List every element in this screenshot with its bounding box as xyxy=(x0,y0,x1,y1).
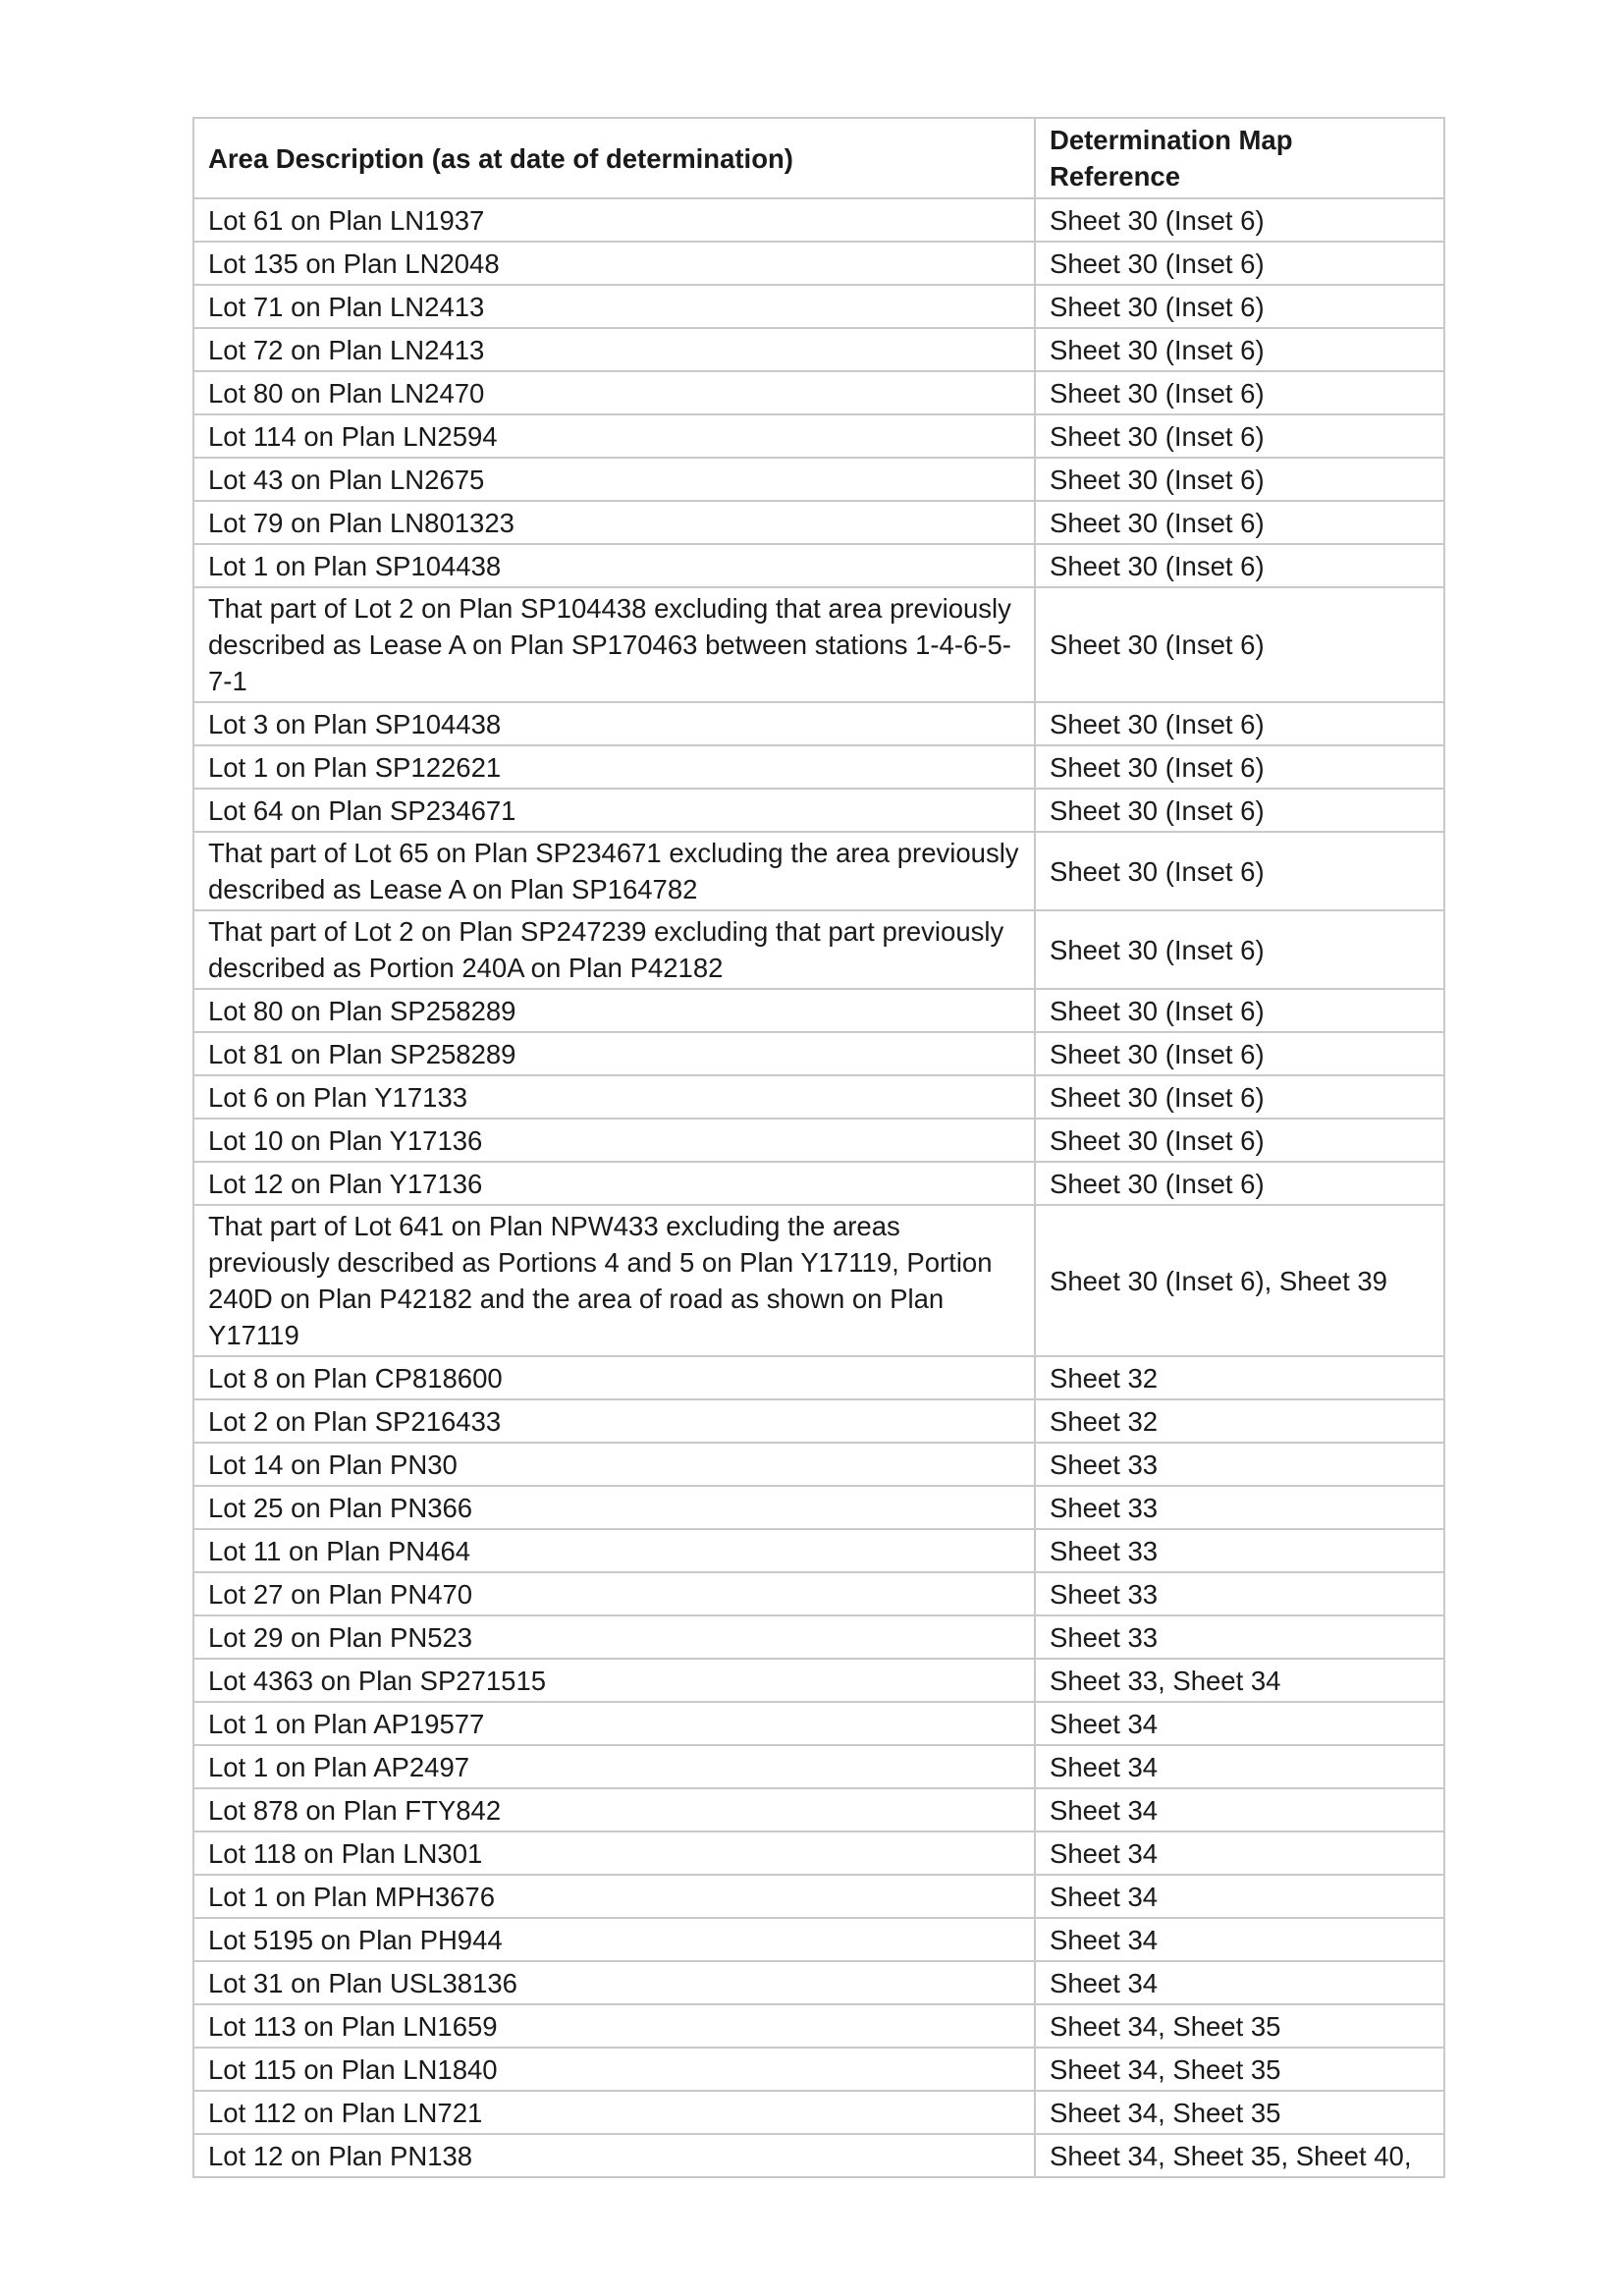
table-row xyxy=(193,1615,1444,1659)
area-description-cell: Lot 8 on Plan CP818600 xyxy=(193,1356,1035,1399)
header-map-reference: Determination Map Reference xyxy=(1035,118,1444,198)
map-reference-cell: Sheet 30 (Inset 6) xyxy=(1035,1162,1444,1205)
table-header-row xyxy=(193,118,1444,198)
area-description-cell: That part of Lot 2 on Plan SP104438 excluding that area previously described as Lease A on Plan SP170463 between stations 1-4-6-5-7-1 xyxy=(193,587,1035,702)
table-row xyxy=(193,1032,1444,1075)
area-description-cell: Lot 135 on Plan LN2048 xyxy=(193,242,1035,285)
table-row xyxy=(193,198,1444,242)
area-description-cell: Lot 878 on Plan FTY842 xyxy=(193,1788,1035,1831)
table-row xyxy=(193,2134,1444,2177)
area-description-cell: Lot 12 on Plan PN138 xyxy=(193,2134,1035,2177)
area-description-cell: Lot 31 on Plan USL38136 xyxy=(193,1961,1035,2004)
map-reference-cell: Sheet 33, Sheet 34 xyxy=(1035,1659,1444,1702)
table-row xyxy=(193,1443,1444,1486)
area-description-cell: Lot 112 on Plan LN721 xyxy=(193,2091,1035,2134)
area-description-cell: Lot 79 on Plan LN801323 xyxy=(193,501,1035,544)
table-row xyxy=(193,702,1444,745)
table-row xyxy=(193,328,1444,371)
map-reference-cell: Sheet 34 xyxy=(1035,1961,1444,2004)
map-reference-cell: Sheet 30 (Inset 6) xyxy=(1035,702,1444,745)
area-description-cell: Lot 1 on Plan AP2497 xyxy=(193,1745,1035,1788)
area-description-cell: Lot 1 on Plan AP19577 xyxy=(193,1702,1035,1745)
area-description-cell: That part of Lot 2 on Plan SP247239 excluding that part previously described as Portion 240A on Plan P42182 xyxy=(193,910,1035,989)
table-row xyxy=(193,1205,1444,1356)
map-reference-cell: Sheet 30 (Inset 6) xyxy=(1035,832,1444,910)
area-description-cell: Lot 25 on Plan PN366 xyxy=(193,1486,1035,1529)
table-body xyxy=(193,198,1444,2177)
area-description-cell: Lot 3 on Plan SP104438 xyxy=(193,702,1035,745)
map-reference-cell: Sheet 34, Sheet 35 xyxy=(1035,2004,1444,2048)
table-row xyxy=(193,501,1444,544)
table-row xyxy=(193,1399,1444,1443)
map-reference-cell: Sheet 30 (Inset 6) xyxy=(1035,371,1444,414)
table-row xyxy=(193,587,1444,702)
table-row xyxy=(193,1918,1444,1961)
table-row xyxy=(193,1119,1444,1162)
area-description-cell: Lot 10 on Plan Y17136 xyxy=(193,1119,1035,1162)
map-reference-cell: Sheet 30 (Inset 6), Sheet 39 xyxy=(1035,1205,1444,1356)
area-description-cell: Lot 43 on Plan LN2675 xyxy=(193,458,1035,501)
map-reference-cell: Sheet 33 xyxy=(1035,1615,1444,1659)
area-description-table xyxy=(192,117,1445,2178)
area-description-cell: Lot 27 on Plan PN470 xyxy=(193,1572,1035,1615)
table-row xyxy=(193,1659,1444,1702)
table-row xyxy=(193,1075,1444,1119)
area-description-cell: Lot 11 on Plan PN464 xyxy=(193,1529,1035,1572)
table-row xyxy=(193,2004,1444,2048)
map-reference-cell: Sheet 33 xyxy=(1035,1529,1444,1572)
table-row xyxy=(193,371,1444,414)
area-description-cell: Lot 12 on Plan Y17136 xyxy=(193,1162,1035,1205)
table-row xyxy=(193,414,1444,458)
area-description-cell: Lot 1 on Plan MPH3676 xyxy=(193,1875,1035,1918)
area-description-cell: Lot 6 on Plan Y17133 xyxy=(193,1075,1035,1119)
area-description-cell: Lot 2 on Plan SP216433 xyxy=(193,1399,1035,1443)
area-description-cell: Lot 1 on Plan SP104438 xyxy=(193,544,1035,587)
map-reference-cell: Sheet 33 xyxy=(1035,1443,1444,1486)
table-row xyxy=(193,1529,1444,1572)
map-reference-cell: Sheet 30 (Inset 6) xyxy=(1035,910,1444,989)
area-description-cell: Lot 1 on Plan SP122621 xyxy=(193,745,1035,789)
area-description-cell: Lot 64 on Plan SP234671 xyxy=(193,789,1035,832)
map-reference-cell: Sheet 30 (Inset 6) xyxy=(1035,285,1444,328)
table-row xyxy=(193,285,1444,328)
table-row xyxy=(193,789,1444,832)
table-row xyxy=(193,989,1444,1032)
area-description-cell: Lot 81 on Plan SP258289 xyxy=(193,1032,1035,1075)
area-description-cell: Lot 4363 on Plan SP271515 xyxy=(193,1659,1035,1702)
area-description-cell: Lot 61 on Plan LN1937 xyxy=(193,198,1035,242)
area-description-cell: Lot 115 on Plan LN1840 xyxy=(193,2048,1035,2091)
table-row xyxy=(193,1486,1444,1529)
map-reference-cell: Sheet 30 (Inset 6) xyxy=(1035,458,1444,501)
area-description-cell: Lot 80 on Plan SP258289 xyxy=(193,989,1035,1032)
table-row xyxy=(193,544,1444,587)
map-reference-cell: Sheet 30 (Inset 6) xyxy=(1035,414,1444,458)
area-description-cell: Lot 14 on Plan PN30 xyxy=(193,1443,1035,1486)
map-reference-cell: Sheet 34 xyxy=(1035,1918,1444,1961)
table-row xyxy=(193,1745,1444,1788)
map-reference-cell: Sheet 34, Sheet 35, Sheet 40, xyxy=(1035,2134,1444,2177)
map-reference-cell: Sheet 34 xyxy=(1035,1831,1444,1875)
map-reference-cell: Sheet 34 xyxy=(1035,1702,1444,1745)
table-row xyxy=(193,1788,1444,1831)
map-reference-cell: Sheet 30 (Inset 6) xyxy=(1035,242,1444,285)
map-reference-cell: Sheet 33 xyxy=(1035,1572,1444,1615)
area-description-cell: Lot 118 on Plan LN301 xyxy=(193,1831,1035,1875)
area-description-cell: Lot 71 on Plan LN2413 xyxy=(193,285,1035,328)
table-row xyxy=(193,910,1444,989)
table-row xyxy=(193,1961,1444,2004)
area-description-cell: That part of Lot 641 on Plan NPW433 excluding the areas previously described as Portions 4 and 5 on Plan Y17119, Portion 240D on Plan P42182 and the area of road as shown on Plan Y17119 xyxy=(193,1205,1035,1356)
map-reference-cell: Sheet 30 (Inset 6) xyxy=(1035,789,1444,832)
area-description-cell: Lot 114 on Plan LN2594 xyxy=(193,414,1035,458)
table-row xyxy=(193,242,1444,285)
map-reference-cell: Sheet 30 (Inset 6) xyxy=(1035,1075,1444,1119)
area-description-cell: Lot 72 on Plan LN2413 xyxy=(193,328,1035,371)
map-reference-cell: Sheet 30 (Inset 6) xyxy=(1035,501,1444,544)
map-reference-cell: Sheet 32 xyxy=(1035,1356,1444,1399)
map-reference-cell: Sheet 30 (Inset 6) xyxy=(1035,198,1444,242)
area-description-cell: Lot 5195 on Plan PH944 xyxy=(193,1918,1035,1961)
map-reference-cell: Sheet 30 (Inset 6) xyxy=(1035,1032,1444,1075)
area-description-cell: Lot 113 on Plan LN1659 xyxy=(193,2004,1035,2048)
table-row xyxy=(193,1356,1444,1399)
map-reference-cell: Sheet 34, Sheet 35 xyxy=(1035,2091,1444,2134)
table-row xyxy=(193,458,1444,501)
map-reference-cell: Sheet 34 xyxy=(1035,1875,1444,1918)
map-reference-cell: Sheet 30 (Inset 6) xyxy=(1035,544,1444,587)
header-area-description: Area Description (as at date of determination) xyxy=(193,118,1035,198)
table-row xyxy=(193,2091,1444,2134)
map-reference-cell: Sheet 34 xyxy=(1035,1788,1444,1831)
area-description-cell: That part of Lot 65 on Plan SP234671 excluding the area previously described as Lease A on Plan SP164782 xyxy=(193,832,1035,910)
map-reference-cell: Sheet 30 (Inset 6) xyxy=(1035,989,1444,1032)
map-reference-cell: Sheet 30 (Inset 6) xyxy=(1035,745,1444,789)
table-row xyxy=(193,745,1444,789)
area-description-cell: Lot 80 on Plan LN2470 xyxy=(193,371,1035,414)
map-reference-cell: Sheet 30 (Inset 6) xyxy=(1035,328,1444,371)
map-reference-cell: Sheet 34, Sheet 35 xyxy=(1035,2048,1444,2091)
area-description-cell: Lot 29 on Plan PN523 xyxy=(193,1615,1035,1659)
table-row xyxy=(193,1702,1444,1745)
map-reference-cell: Sheet 30 (Inset 6) xyxy=(1035,587,1444,702)
table-row xyxy=(193,1572,1444,1615)
table-row xyxy=(193,1831,1444,1875)
table-row xyxy=(193,832,1444,910)
table-row xyxy=(193,2048,1444,2091)
map-reference-cell: Sheet 34 xyxy=(1035,1745,1444,1788)
map-reference-cell: Sheet 32 xyxy=(1035,1399,1444,1443)
map-reference-cell: Sheet 30 (Inset 6) xyxy=(1035,1119,1444,1162)
map-reference-cell: Sheet 33 xyxy=(1035,1486,1444,1529)
table-row xyxy=(193,1162,1444,1205)
table-row xyxy=(193,1875,1444,1918)
